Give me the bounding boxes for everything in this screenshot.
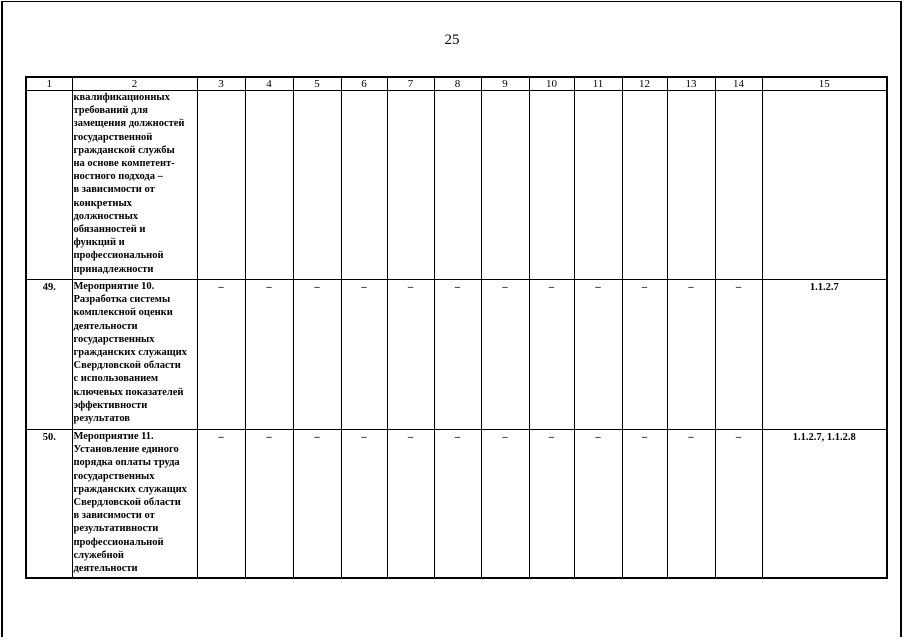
column-header: 6	[341, 77, 387, 91]
page-number: 25	[444, 32, 460, 48]
description-line: с использованием	[73, 373, 159, 385]
year-value-cell: –	[434, 430, 481, 578]
description-line: государственных	[73, 470, 155, 482]
year-value-cell: –	[529, 280, 574, 430]
target-indicator-ref: 1.1.2.7	[762, 280, 887, 430]
year-value-cell: –	[667, 430, 715, 578]
column-header: 5	[293, 77, 341, 91]
description-line: деятельности	[73, 320, 138, 332]
year-value-cell: –	[574, 280, 622, 430]
year-value-cell	[341, 91, 387, 280]
description-line: гражданских служащих	[73, 347, 187, 359]
year-value-cell	[197, 91, 245, 280]
year-value-cell: –	[574, 430, 622, 578]
year-value-cell	[245, 91, 293, 280]
description-line: порядка оплаты труда	[73, 457, 180, 469]
description-line: квалификационных	[73, 92, 170, 103]
year-value-cell: –	[481, 430, 529, 578]
year-value-cell	[293, 91, 341, 280]
year-value-cell: –	[341, 430, 387, 578]
description-line: служебной	[73, 549, 124, 561]
description-line: Мероприятие 11.	[73, 431, 154, 442]
target-indicator-ref: 1.1.2.7, 1.1.2.8	[762, 430, 887, 578]
description-line: государственной	[73, 131, 153, 143]
description-line: ностного подхода –	[73, 171, 163, 183]
description-line: Разработка системы	[73, 294, 171, 306]
column-header: 11	[574, 77, 622, 91]
year-value-cell: –	[715, 280, 762, 430]
column-header: 10	[529, 77, 574, 91]
row-number	[26, 91, 72, 280]
data-table	[25, 76, 888, 579]
description-line: функций и	[73, 237, 125, 249]
table-row	[26, 430, 887, 578]
description-line: эффективности	[73, 399, 148, 411]
description-line: принадлежности	[73, 263, 154, 275]
description-line: деятельности	[73, 563, 138, 575]
description-line: требований для	[73, 105, 148, 117]
row-description	[72, 280, 197, 430]
year-value-cell	[715, 91, 762, 280]
table-row	[26, 91, 887, 280]
year-value-cell	[622, 91, 667, 280]
column-header: 2	[72, 77, 197, 91]
description-line: в зависимости от	[73, 510, 155, 522]
year-value-cell: –	[293, 280, 341, 430]
year-value-cell: –	[481, 280, 529, 430]
column-header: 1	[26, 77, 72, 91]
row-number: 49.	[26, 280, 72, 430]
year-value-cell: –	[245, 430, 293, 578]
column-header: 13	[667, 77, 715, 91]
column-header: 4	[245, 77, 293, 91]
description-line: обязанностей и	[73, 224, 146, 236]
description-line: государственных	[73, 333, 155, 345]
year-value-cell: –	[667, 280, 715, 430]
year-value-cell: –	[529, 430, 574, 578]
year-value-cell	[574, 91, 622, 280]
header-row	[26, 77, 887, 91]
description-line: результатов	[73, 413, 130, 425]
description-line: конкретных	[73, 197, 132, 209]
year-value-cell: –	[622, 430, 667, 578]
year-value-cell: –	[434, 280, 481, 430]
year-value-cell	[481, 91, 529, 280]
year-value-cell: –	[197, 430, 245, 578]
column-header: 3	[197, 77, 245, 91]
year-value-cell	[667, 91, 715, 280]
year-value-cell: –	[715, 430, 762, 578]
description-line: гражданской службы	[73, 144, 175, 156]
column-header: 15	[762, 77, 887, 91]
description-line: гражданских служащих	[73, 483, 187, 495]
description-line: ключевых показателей	[73, 386, 184, 398]
year-value-cell	[434, 91, 481, 280]
description-line: профессиональной	[73, 536, 164, 548]
column-header: 7	[387, 77, 434, 91]
description-line: результативности	[73, 523, 159, 535]
description-line: Свердловской области	[73, 497, 181, 509]
column-header: 8	[434, 77, 481, 91]
year-value-cell: –	[245, 280, 293, 430]
year-value-cell: –	[622, 280, 667, 430]
description-line: должностных	[73, 210, 139, 222]
description-line: Установление единого	[73, 444, 179, 456]
year-value-cell: –	[341, 280, 387, 430]
row-description	[72, 430, 197, 578]
description-line: замещения должностей	[73, 118, 185, 130]
year-value-cell: –	[293, 430, 341, 578]
row-number: 50.	[26, 430, 72, 578]
year-value-cell	[387, 91, 434, 280]
description-line: на основе компетент-	[73, 158, 175, 170]
year-value-cell	[529, 91, 574, 280]
table-row	[26, 280, 887, 430]
row-description	[72, 91, 197, 280]
description-line: профессиональной	[73, 250, 164, 262]
target-indicator-ref	[762, 91, 887, 280]
column-header: 12	[622, 77, 667, 91]
column-header: 14	[715, 77, 762, 91]
description-line: Мероприятие 10.	[73, 281, 155, 292]
year-value-cell: –	[387, 280, 434, 430]
description-line: комплексной оценки	[73, 307, 173, 319]
year-value-cell: –	[197, 280, 245, 430]
description-line: в зависимости от	[73, 184, 155, 196]
column-header: 9	[481, 77, 529, 91]
description-line: Свердловской области	[73, 360, 181, 372]
year-value-cell: –	[387, 430, 434, 578]
